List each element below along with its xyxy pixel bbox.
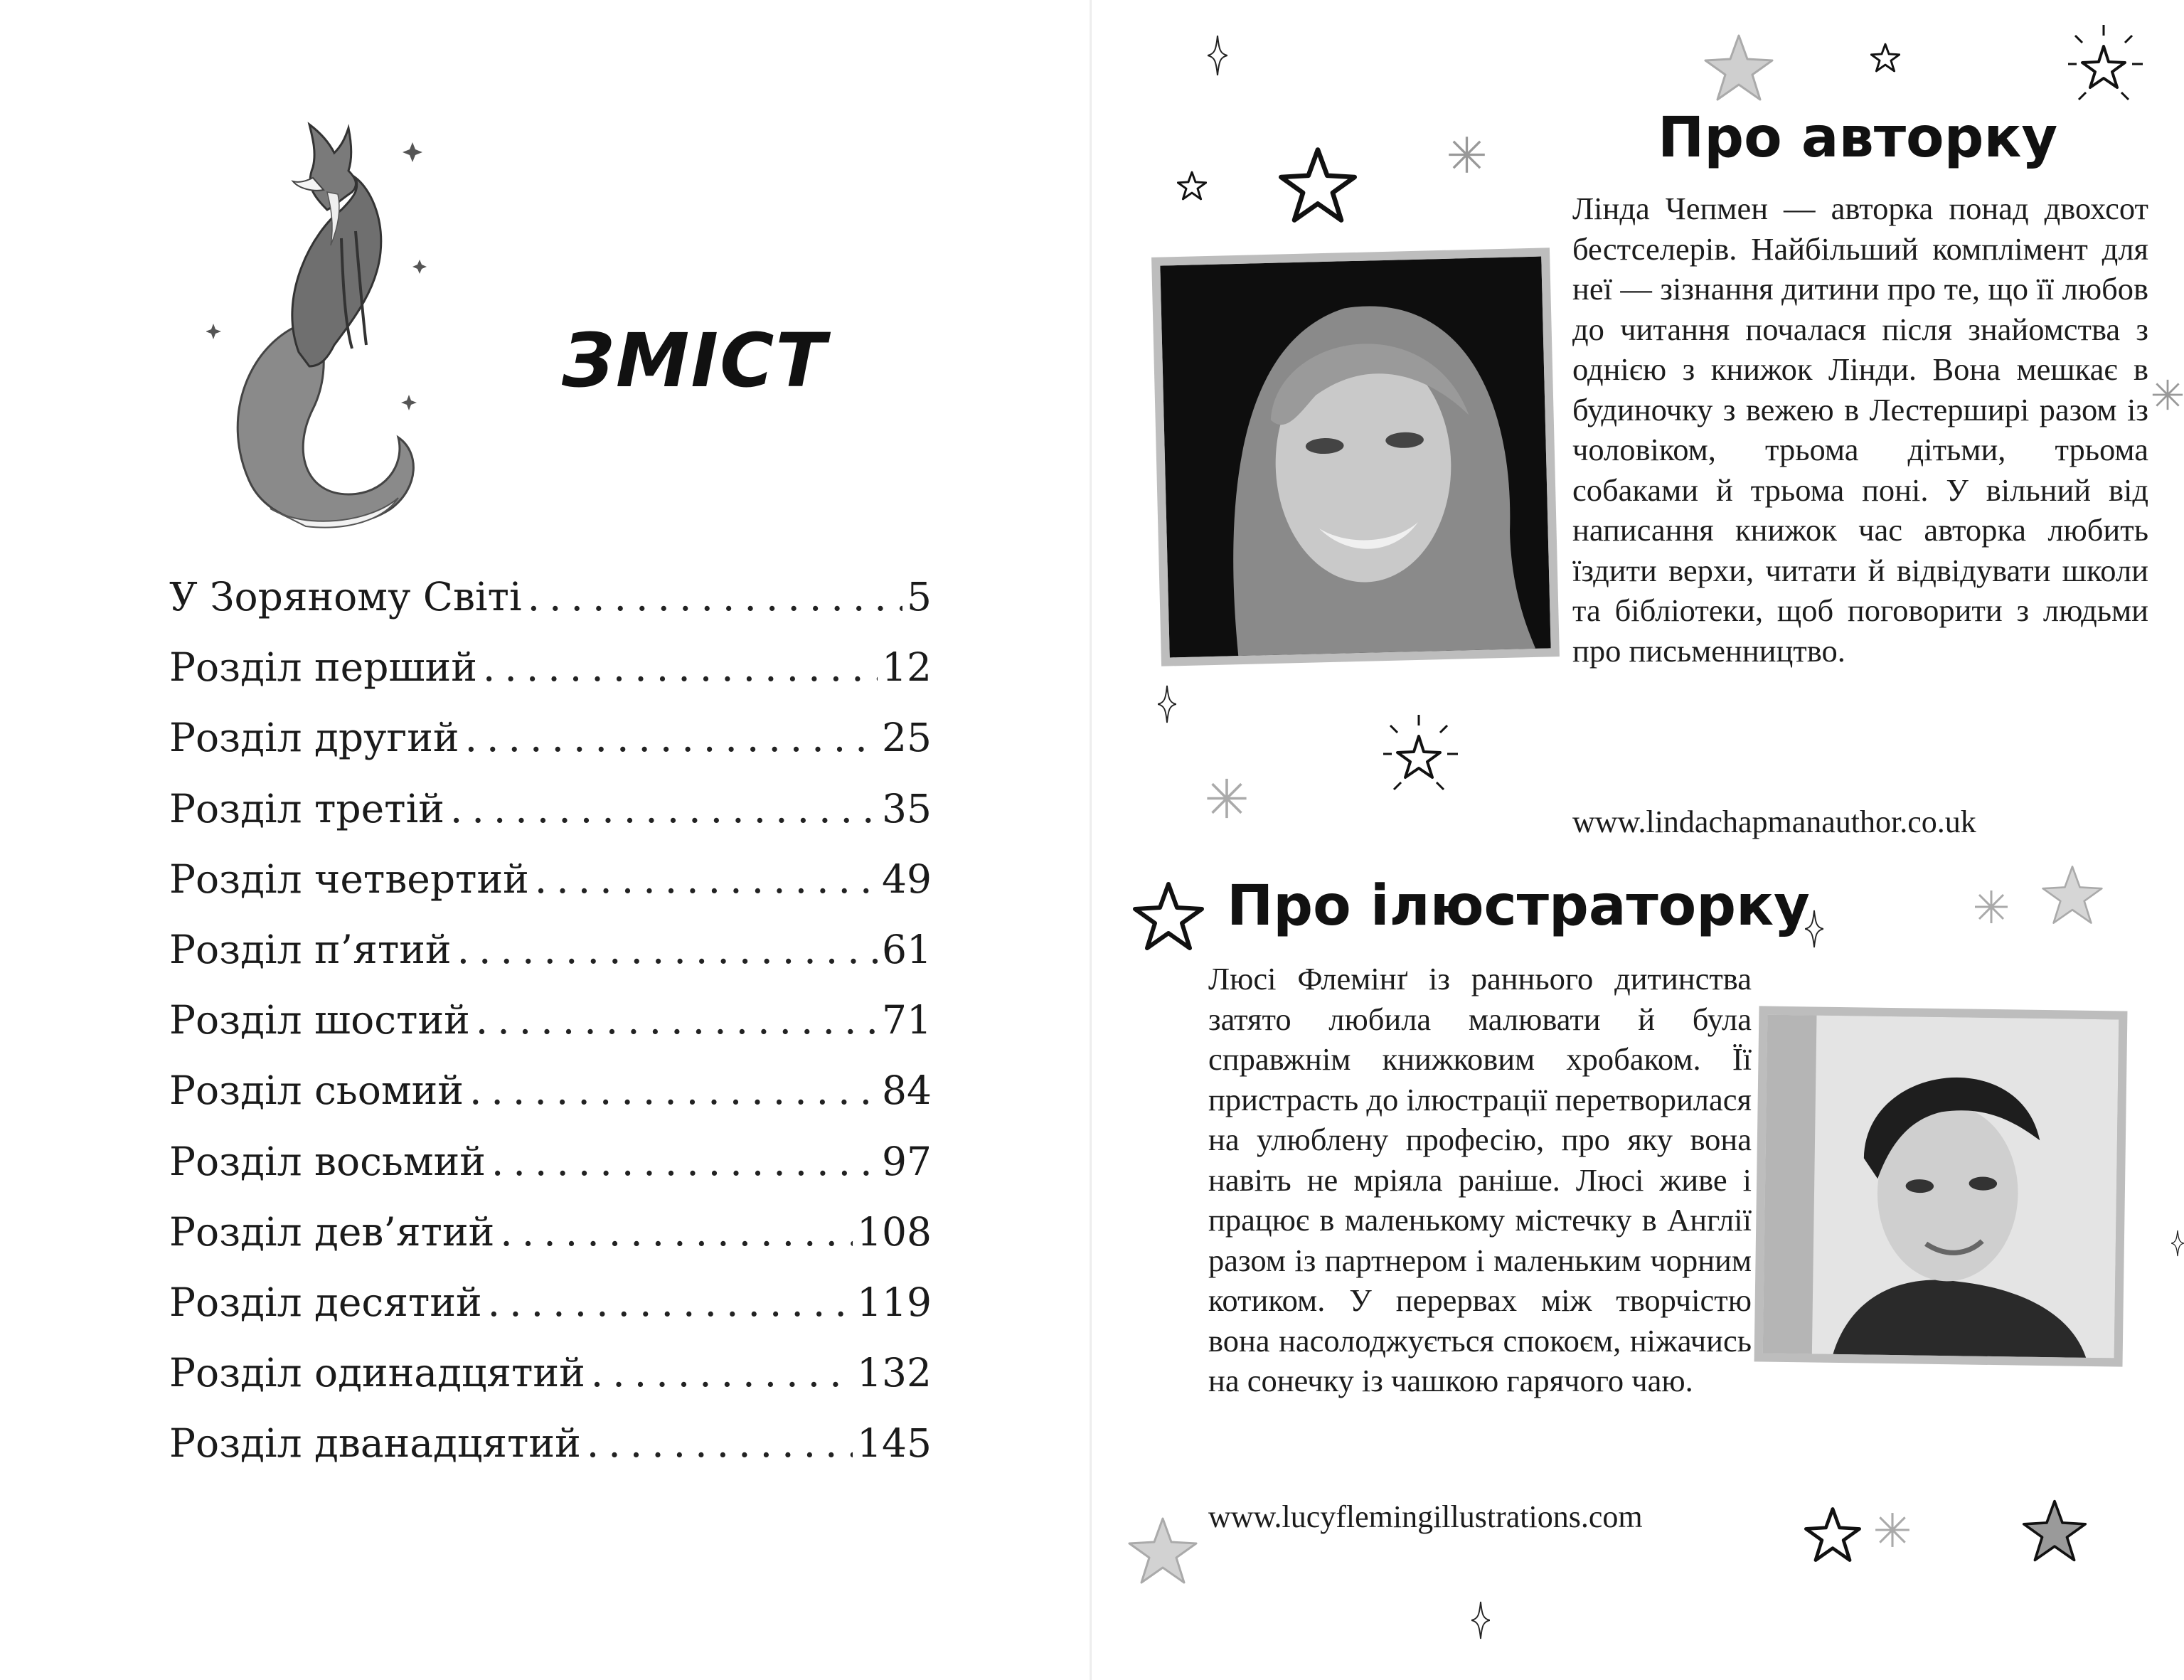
glowing-star-icon bbox=[2054, 21, 2153, 114]
illustrator-bio: Люсі Флемінґ із раннього дитинства затято любила малювати й була справжнім книжковим хробаком. Її пристрасть до ілюстрації перетворилася на улюблену професію, про яку вона навіть не мріяла раніше. Люсі живе і працює в маленькому містечку в Англії разом із партнером і маленьким чорним котиком. У перервах між творчістю вона насолоджується спокоєм, ніжачись на сонечку із чашкою гарячого чаю. bbox=[1208, 961, 1752, 1398]
toc-entry-page: 119 bbox=[857, 1279, 932, 1325]
toc-entry bbox=[169, 703, 932, 773]
toc-entry-label: Розділ другий bbox=[169, 715, 459, 761]
author-portrait-image bbox=[1160, 257, 1550, 658]
toc-entry-label: Розділ десятий bbox=[169, 1279, 482, 1325]
toc-entry-page: 145 bbox=[857, 1420, 932, 1467]
toc-entry-label: Розділ перший bbox=[169, 644, 477, 691]
toc-entry-page: 25 bbox=[882, 715, 932, 761]
toc-entry-page: 49 bbox=[882, 856, 932, 902]
star-outline-icon bbox=[1177, 165, 1207, 206]
toc-leader-dots bbox=[529, 844, 878, 915]
toc-entry bbox=[169, 1056, 932, 1126]
fox-illustration bbox=[206, 110, 434, 537]
table-of-contents bbox=[169, 562, 932, 1479]
asterisk-icon bbox=[1205, 775, 1248, 822]
toc-title: ЗМІСТ bbox=[562, 317, 828, 404]
toc-entry-label: Розділ шостий bbox=[169, 997, 470, 1043]
asterisk-icon bbox=[1973, 886, 2009, 928]
star-sketch-icon bbox=[1703, 28, 1774, 107]
toc-entry-page: 132 bbox=[857, 1350, 932, 1396]
toc-leader-dots bbox=[581, 1408, 853, 1479]
sparkle-icon bbox=[1471, 1600, 1490, 1640]
toc-leader-dots bbox=[477, 632, 878, 703]
toc-entry-page: 35 bbox=[882, 785, 932, 831]
toc-entry-page: 5 bbox=[907, 574, 932, 620]
author-heading: Про авторку bbox=[1658, 106, 2058, 170]
toc-leader-dots bbox=[464, 1056, 878, 1126]
toc-entry bbox=[169, 1408, 932, 1479]
toc-entry bbox=[169, 1127, 932, 1197]
toc-leader-dots bbox=[444, 774, 878, 844]
asterisk-icon bbox=[2151, 370, 2184, 420]
toc-entry-label: Розділ сьомий bbox=[169, 1068, 464, 1114]
toc-entry bbox=[169, 632, 932, 703]
author-photo bbox=[1151, 248, 1560, 666]
star-outline-icon bbox=[1870, 36, 1900, 80]
toc-leader-dots bbox=[470, 985, 878, 1056]
glowing-star-icon bbox=[1369, 711, 1469, 804]
author-website-link[interactable]: www.lindachapmanauthor.co.uk bbox=[1572, 804, 1976, 839]
toc-leader-dots bbox=[459, 703, 878, 773]
star-sketch-icon bbox=[2022, 1492, 2087, 1569]
toc-entry bbox=[169, 1267, 932, 1338]
toc-entry bbox=[169, 562, 932, 632]
star-outline-icon bbox=[1279, 146, 1357, 224]
toc-entry bbox=[169, 1197, 932, 1267]
star-sketch-icon bbox=[1127, 1494, 1198, 1607]
right-page bbox=[1092, 0, 2184, 1680]
toc-entry bbox=[169, 985, 932, 1056]
star-sketch-icon bbox=[2041, 838, 2104, 952]
toc-entry-label: Розділ п’ятий bbox=[169, 926, 452, 972]
toc-leader-dots bbox=[585, 1338, 853, 1408]
toc-entry-page: 12 bbox=[882, 644, 932, 691]
toc-entry bbox=[169, 844, 932, 915]
star-outline-icon bbox=[1133, 881, 1204, 952]
sparkle-icon bbox=[2171, 1223, 2184, 1263]
illustrator-heading: Про ілюстраторку bbox=[1227, 874, 1810, 938]
toc-entry-label: Розділ дванадцятий bbox=[169, 1420, 581, 1467]
toc-leader-dots bbox=[494, 1197, 853, 1267]
illustrator-photo bbox=[1754, 1006, 2128, 1366]
toc-entry-label: Розділ третій bbox=[169, 785, 444, 831]
toc-leader-dots bbox=[482, 1267, 853, 1338]
toc-entry bbox=[169, 1338, 932, 1408]
toc-leader-dots bbox=[522, 562, 902, 632]
toc-entry-label: Розділ четвертий bbox=[169, 856, 529, 902]
asterisk-icon bbox=[1447, 135, 1486, 174]
author-bio: Лінда Чепмен — авторка понад двохсот бестселерів. Найбільший комплімент для неї — зізнання дитини про те, що її любов до читання почалася після знайомства з однією з книжок Лінди. Вона мешкає в будиночку з вежею в Лестерширі разом із чоловіком, трьома дітьми, трьома собаками й трьома поні. У вільний від написання книжок час авторка любить їздити верхи, читати й відвідувати школи та бібліотеки, щоб поговорити з людьми про письменництво. bbox=[1572, 191, 2148, 669]
toc-entry-page: 71 bbox=[882, 997, 932, 1043]
toc-entry-page: 84 bbox=[882, 1068, 932, 1114]
toc-entry bbox=[169, 915, 932, 985]
toc-entry-page: 61 bbox=[882, 926, 932, 972]
toc-leader-dots bbox=[486, 1127, 878, 1197]
sparkle-icon bbox=[1158, 684, 1176, 724]
toc-leader-dots bbox=[452, 915, 878, 985]
toc-entry-page: 108 bbox=[857, 1208, 932, 1255]
star-outline-icon bbox=[1804, 1504, 1861, 1565]
sparkle-icon bbox=[1208, 36, 1227, 75]
illustrator-website-link[interactable]: www.lucyflemingillustrations.com bbox=[1208, 1499, 1643, 1534]
toc-entry-page: 97 bbox=[882, 1138, 932, 1184]
asterisk-icon bbox=[1874, 1508, 1911, 1552]
toc-entry-label: У Зоряному Світі bbox=[169, 574, 522, 620]
toc-entry-label: Розділ дев’ятий bbox=[169, 1208, 495, 1255]
toc-entry-label: Розділ одинадцятий bbox=[169, 1350, 585, 1396]
toc-entry bbox=[169, 774, 932, 844]
illustrator-portrait-image bbox=[1763, 1015, 2119, 1359]
toc-entry-label: Розділ восьмий bbox=[169, 1138, 486, 1184]
